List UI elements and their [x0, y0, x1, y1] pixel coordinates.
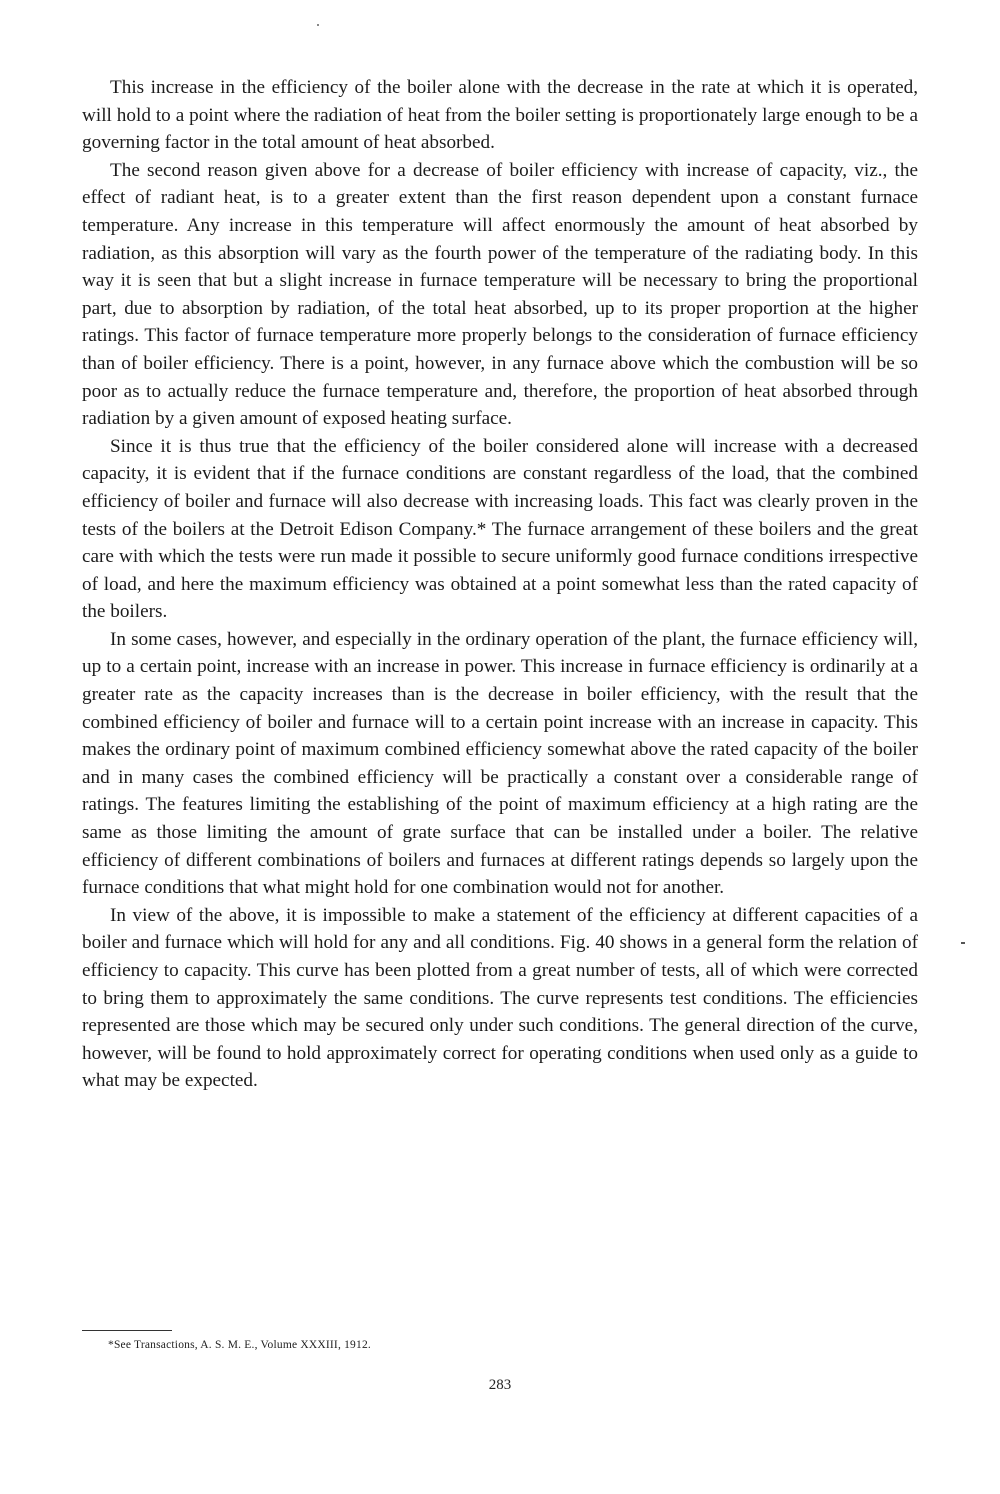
page-body	[82, 74, 918, 1095]
page-number: 283	[488, 1377, 512, 1393]
body-paragraph: This increase in the efficiency of the boiler alone with the decrease in the rate at which it is operated, will hold to a point where the radiation of heat from the boiler setting is proportionately large enough to be a governing factor in the total amount of heat absorbed.	[82, 77, 918, 154]
body-paragraph: The second reason given above for a decrease of boiler efficiency with increase of capacity, viz., the effect of radiant heat, is to a greater extent than the first reason dependent upon a constant furnace temperature. Any increase in this temperature will affect enormously the amount of heat absorbed by radiation, as this absorption will vary as the fourth power of the temperature of the radiating body. In this way it is seen that but a slight increase in furnace temperature will be necessary to bring the proportional part, due to absorption by radiation, of the total heat absorbed, up to its proper proportion at the higher ratings. This factor of furnace temperature more properly belongs to the consideration of furnace efficiency than of boiler efficiency. There is a point, however, in any furnace above which the combustion will be so poor as to actually reduce the furnace temperature and, therefore, the proportion of heat absorbed through radiation by a given amount of exposed heating surface.	[82, 159, 918, 430]
body-paragraph: Since it is thus true that the efficiency of the boiler considered alone will increase with a decreased capacity, it is evident that if the furnace conditions are constant regardless of the load, that the combined efficiency of boiler and furnace will also decrease with increasing loads. This fact was clearly proven in the tests of the boilers at the Detroit Edison Company.* The furnace arrangement of these boilers and the great care with which the tests were run made it possible to secure uniformly good furnace conditions irrespective of load, and here the maximum efficiency was obtained at a point somewhat less than the rated capacity of the boilers.	[82, 435, 918, 623]
scan-speck	[317, 24, 319, 26]
footnote-divider	[82, 1330, 172, 1331]
body-paragraph: In view of the above, it is impossible to make a statement of the efficiency at different capacities of a boiler and furnace which will hold for any and all conditions. Fig. 40 shows in a general form the relation of efficiency to capacity. This curve has been plotted from a great number of tests, all of which were corrected to bring them to approximately the same conditions. The curve represents test conditions. The efficiencies represented are those which may be secured only under such conditions. The general direction of the curve, however, will be found to hold approximately correct for operating conditions when used only as a guide to what may be expected.	[82, 904, 918, 1092]
scan-speck	[961, 942, 965, 944]
body-paragraph: In some cases, however, and especially in the ordinary operation of the plant, the furnace efficiency will, up to a certain point, increase with an increase in power. This increase in furnace efficiency is ordinarily at a greater rate as the capacity increases than is the decrease in boiler efficiency, with the result that the combined efficiency of boiler and furnace will to a certain point increase with an increase in capacity. This makes the ordinary point of maximum combined efficiency somewhat above the rated capacity of the boiler and in many cases the combined efficiency will be practically a constant over a considerable range of ratings. The features limiting the establishing of the point of maximum efficiency at a high rating are the same as those limiting the amount of grate surface that can be installed under a boiler. The relative efficiency of different combinations of boilers and furnaces at different ratings depends so largely upon the furnace conditions that what might hold for one combination would not for another.	[82, 628, 918, 899]
footnote: *See Transactions, A. S. M. E., Volume XXXIII, 1912.	[108, 1339, 371, 1351]
